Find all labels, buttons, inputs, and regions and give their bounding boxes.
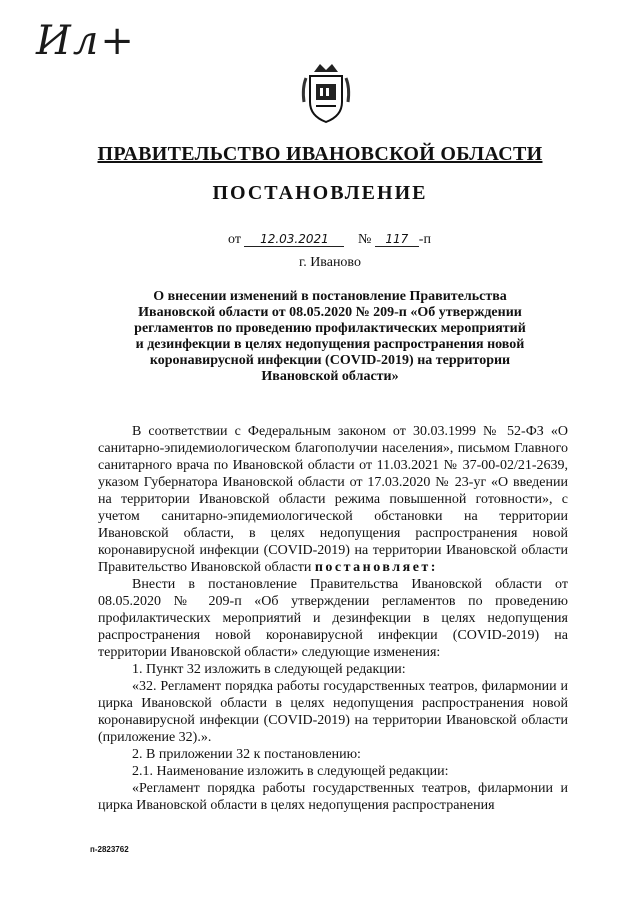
date-prefix: от xyxy=(228,232,241,247)
body-paragraph: 1. Пункт 32 изложить в следующей редакции: xyxy=(132,662,406,677)
document-type: ПОСТАНОВЛЕНИЕ xyxy=(212,182,428,204)
decree-word: постановляет: xyxy=(314,560,438,575)
handwritten-note: Ил+ xyxy=(36,18,136,64)
body-paragraph: «32. Регламент порядка работы государственных театров, филармонии и цирка Ивановской области в целях недопущения распространения новой коронавирусной инфекции (COVID-2019) на территории Ивановской области (приложение 32).». xyxy=(98,679,568,745)
number-suffix: -п xyxy=(418,232,431,247)
body-paragraph: 2. В приложении 32 к постановлению: xyxy=(132,747,361,762)
title-line: и дезинфекции в целях недопущения распространения новой xyxy=(135,337,525,352)
government-name: ПРАВИТЕЛЬСТВО ИВАНОВСКОЙ ОБЛАСТИ xyxy=(97,143,543,165)
title-line: коронавирусной инфекции (COVID-2019) на территории xyxy=(149,353,511,368)
title-line: О внесении изменений в постановление Правительства xyxy=(153,289,507,304)
body-paragraph: 2.1. Наименование изложить в следующей редакции: xyxy=(132,764,449,779)
city: г. Иваново xyxy=(299,255,361,270)
preamble-paragraph xyxy=(98,423,568,576)
title-line: Ивановской области от 08.05.2020 № 209-п «Об утверждении xyxy=(138,305,522,320)
title-line: Ивановской области» xyxy=(261,369,399,384)
decree-number: 117 xyxy=(375,232,419,247)
document-code: п-2823762 xyxy=(90,845,129,854)
decree-title xyxy=(112,289,548,385)
decree-body xyxy=(98,423,568,814)
preamble-text: В соответствии с Федеральным законом от 30.03.1999 № 52-ФЗ «О санитарно-эпидемиологическом благополучии населения», письмом Главного санитарного врача по Ивановской области от 11.03.2021 № 37-00-02/21-2639, указом Губернатора Ивановской области от 17.03.2020 № 23-уг «О введении на территории Ивановской области режима повышенной готовности», с учетом санитарно-эпидемиологической обстановки на территории Ивановской области, в целях недопущения распространения новой коронавирусной инфекции (COVID-2019) на территории Ивановской области Правительство Ивановской области xyxy=(98,424,568,575)
number-prefix: № xyxy=(357,232,372,247)
body-paragraph: Внести в постановление Правительства Ивановской области от 08.05.2020 № 209-п «Об утверждении регламентов по проведению профилактических мероприятий и дезинфекции в целях недопущения распространения новой коронавирусной инфекции (COVID-2019) на территории Ивановской области» следующие изменения: xyxy=(98,577,568,660)
body-paragraph: «Регламент порядка работы государственных театров, филармонии и цирка Ивановской области в целях недопущения распространения xyxy=(98,781,568,813)
title-line: регламентов по проведению профилактических мероприятий xyxy=(134,321,526,336)
coat-of-arms-icon xyxy=(300,62,352,124)
decree-date-number xyxy=(228,232,431,248)
decree-date: 12.03.2021 xyxy=(244,232,344,247)
